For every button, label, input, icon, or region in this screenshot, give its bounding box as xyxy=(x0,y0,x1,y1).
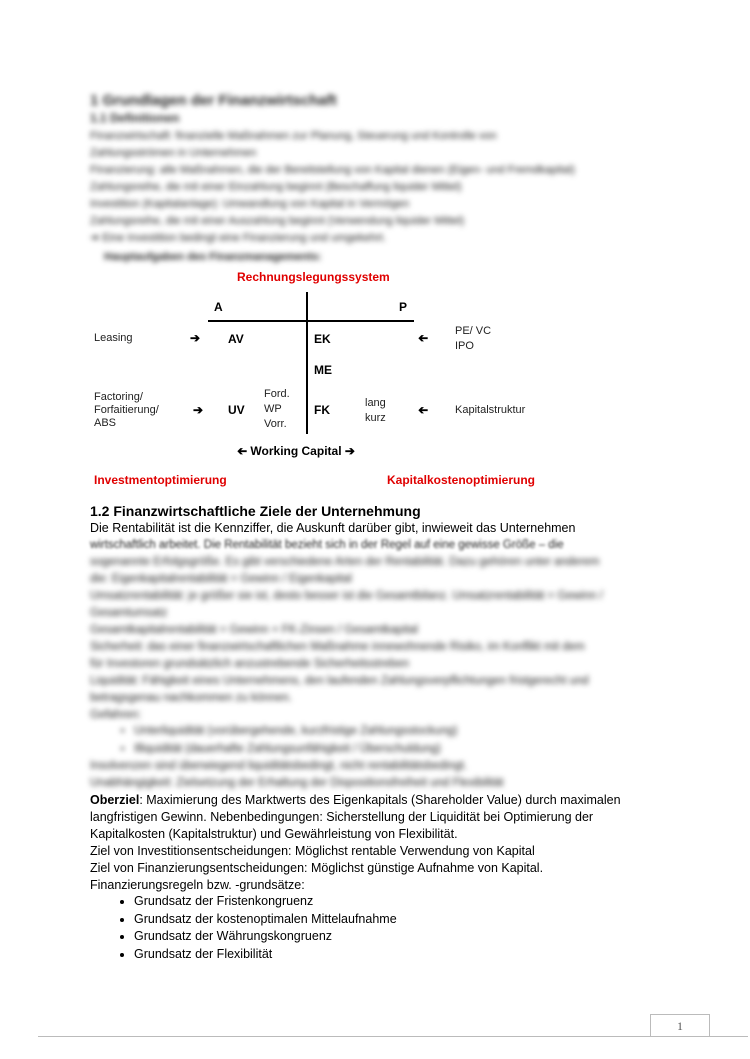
blurred-line: Insolvenzen sind überwiegend liquiditätsbedingt, nicht rentabilitätsbedingt. xyxy=(90,760,468,772)
blurred-line: Sicherheit: das einer finanzwirtschaftlichen Maßnahme innewohnende Risiko, im Konflikt mit dem xyxy=(90,641,585,653)
kapitalstruktur-label: Kapitalstruktur xyxy=(455,404,526,416)
blurred-line: betragsgenau nachkommen zu können. xyxy=(90,692,293,704)
blurred-line: die: Eigenkapitalrentabilität = Gewinn / Eigenkapital xyxy=(90,573,352,585)
list-item: • Grundsatz der Fristenkongruenz xyxy=(134,893,397,911)
diagram-title: Rechnungslegungssystem xyxy=(237,270,390,284)
body-line: Finanzierungsregeln bzw. -grundsätze: xyxy=(90,878,305,892)
arrow-left-icon: ➔ xyxy=(418,403,429,417)
body-line: Kapitalkosten (Kapitalstruktur) und Gewährleistung von Flexibilität. xyxy=(90,827,458,841)
blurred-line: für Investoren grundsätzlich anzustrebende Sicherheitsstreben xyxy=(90,658,409,670)
pe-vc-ipo-label: PE/ VC IPO xyxy=(455,325,492,352)
body-line: Ziel von Finanzierungsentscheidungen: Möglichst günstige Aufnahme von Kapital. xyxy=(90,861,544,875)
arrow-left-icon: ➔ xyxy=(418,331,429,345)
arrow-right-icon: ➔ xyxy=(344,444,355,458)
section-heading: 1.2 Finanzwirtschaftliche Ziele der Unternehmung xyxy=(90,503,421,519)
list-item: • Grundsatz der Flexibilität xyxy=(134,946,397,964)
fk-label: FK xyxy=(314,403,330,417)
blurred-line: Finanzwirtschaft: finanzielle Maßnahmen zur Planung, Steuerung und Kontrolle von xyxy=(90,130,497,142)
fk-terms: lang kurz xyxy=(365,397,386,424)
blurred-line: wirtschaftlich arbeitet. Die Rentabilität bezieht sich in der Regel auf eine gewisse Größe – die xyxy=(90,539,564,551)
blurred-line: Unabhängigkeit: Zielsetzung der Erhaltung der Dispositionsfreiheit und Flexibilität xyxy=(90,777,504,789)
body-line: Die Rentabilität ist die Kennziffer, die Auskunft darüber gibt, inwieweit das Unternehmen xyxy=(90,521,576,535)
arrow-left-icon: ➔ xyxy=(237,444,248,458)
heading-1-1: 1.1 Definitionen xyxy=(90,111,180,125)
investment-optimization-label: Investmentoptimierung xyxy=(94,473,227,487)
av-label: AV xyxy=(228,332,244,346)
working-capital-label: Working Capital xyxy=(250,444,342,458)
page-number: 1 xyxy=(650,1014,710,1037)
me-label: ME xyxy=(314,363,332,377)
blurred-line: Gesamtkapitalrentabilität = Gewinn + FK-Zinsen / Gesamtkapital xyxy=(90,624,418,636)
ek-label: EK xyxy=(314,332,331,346)
body-line: Ziel von Investitionsentscheidungen: Möglichst rentable Verwendung von Kapital xyxy=(90,844,535,858)
list-item: • Illiquidität (dauerhafte Zahlungsunfähigkeit / Überschuldung) xyxy=(134,741,457,759)
arrow-right-icon: ➔ xyxy=(193,403,204,417)
blurred-line: sogenannte Erfolgsgröße. Es gibt verschiedene Arten der Rentabilität. Dazu gehören unter anderem xyxy=(90,556,600,568)
list-item: • Grundsatz der Währungskongruenz xyxy=(134,928,397,946)
blurred-bullet-list xyxy=(90,723,457,758)
blurred-line: Zahlungsreihe, die mit einer Auszahlung beginnt (Verwendung liquider Mittel) xyxy=(90,215,465,227)
blurred-line: Liquidität: Fähigkeit eines Unternehmens, den laufenden Zahlungsverpflichtungen fristgerecht und xyxy=(90,675,589,687)
oberziel-text: : Maximierung des Marktwerts des Eigenkapitals (Shareholder Value) durch maximalen xyxy=(139,793,621,807)
blurred-line: ➔ Eine Investition bedingt eine Finanzierung und umgekehrt. xyxy=(90,232,387,244)
liabilities-label: P xyxy=(399,300,408,314)
blurred-line: Umsatzrentabilität: je größer sie ist, desto besser ist die Gesamtbilanz. Umsatzrentabilität = Gewinn / xyxy=(90,590,603,602)
blurred-line: Zahlungsreihe, die mit einer Einzahlung beginnt (Beschaffung liquider Mittel) xyxy=(90,181,462,193)
blurred-line: Finanzierung: alle Maßnahmen, die der Bereitstellung von Kapital dienen (Eigen- und Fremdkapital) xyxy=(90,164,575,176)
assets-label: A xyxy=(214,300,223,314)
uv-label: UV xyxy=(228,403,245,417)
principles-list xyxy=(90,893,397,963)
list-item: • Grundsatz der kostenoptimalen Mittelaufnahme xyxy=(134,911,397,929)
footer-divider xyxy=(38,1036,748,1037)
blurred-line: Hauptaufgaben des Finanzmanagements: xyxy=(104,251,322,263)
uv-components: Ford. WP Vorr. xyxy=(264,388,290,430)
capital-cost-optimization-label: Kapitalkostenoptimierung xyxy=(387,473,536,487)
blurred-line: Gefahren: xyxy=(90,709,142,721)
heading-1: 1 Grundlagen der Finanzwirtschaft xyxy=(90,92,337,109)
oberziel-label: Oberziel xyxy=(90,793,140,807)
t-account-horizontal xyxy=(208,320,414,322)
factoring-label: Factoring/ Forfaitierung/ ABS xyxy=(94,391,159,429)
body-line: langfristigen Gewinn. Nebenbedingungen: Sicherstellung der Liquidität bei Optimierung der xyxy=(90,810,594,824)
working-capital-row xyxy=(237,444,355,458)
oberziel-line xyxy=(90,792,621,809)
t-account-vertical xyxy=(306,292,308,434)
blurred-line: Zahlungsströmen in Unternehmen xyxy=(90,147,257,159)
arrow-right-icon: ➔ xyxy=(190,331,201,345)
blurred-line: Investition (Kapitalanlage): Umwandlung von Kapital in Vermögen xyxy=(90,198,410,210)
blurred-line: Gesamtumsatz xyxy=(90,607,168,619)
leasing-label: Leasing xyxy=(94,332,133,344)
list-item: • Unterliquidität (vorübergehende, kurzfristige Zahlungsstockung) xyxy=(134,723,457,741)
